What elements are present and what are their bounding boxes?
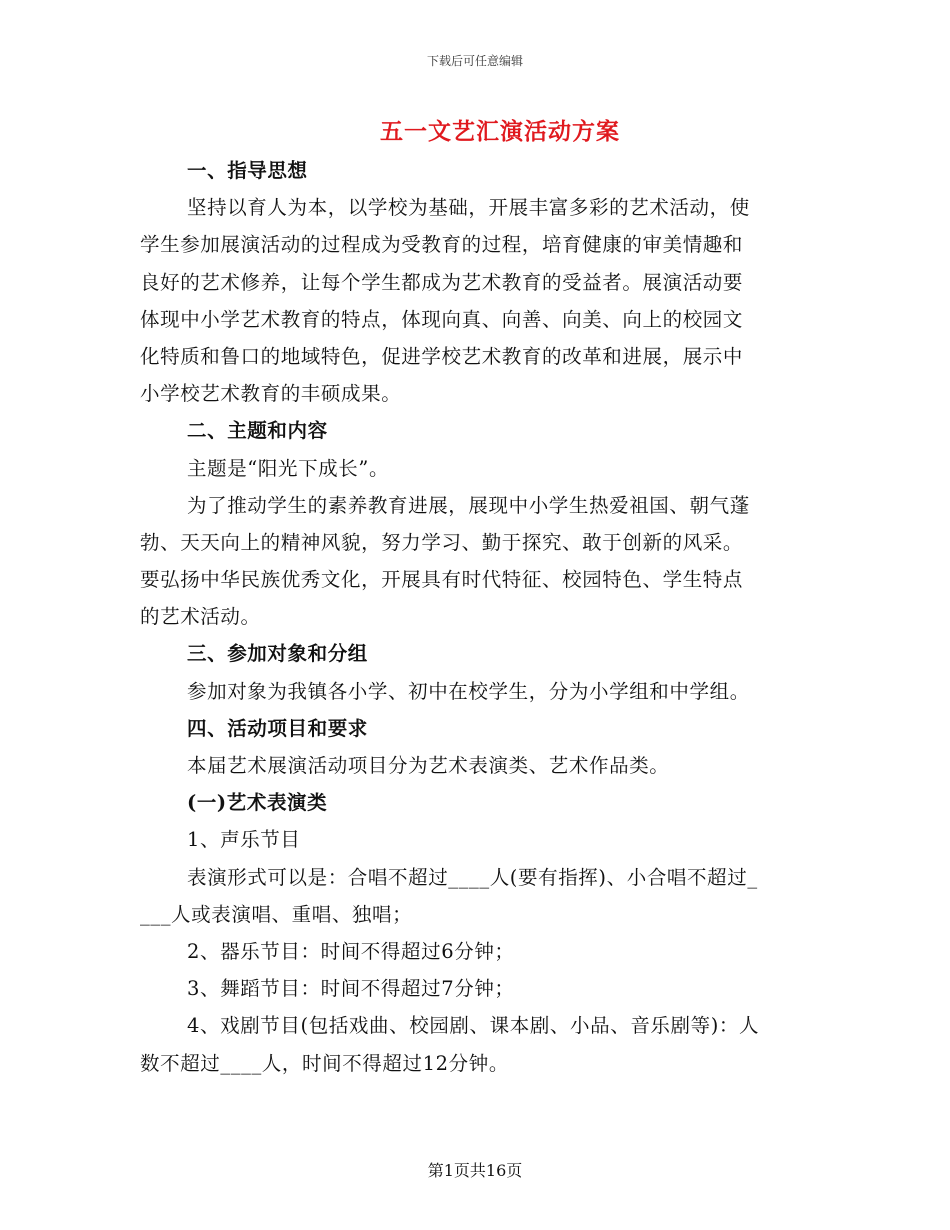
document-body	[140, 152, 810, 1082]
paragraph-line: 参加对象为我镇各小学、初中在校学生，分为小学组和中学组。	[187, 679, 750, 703]
paragraph-line: 表演形式可以是：合唱不超过____人(要有指挥)、小合唱不超过_	[187, 865, 758, 889]
paragraph-line: 良好的艺术修养，让每个学生都成为艺术教育的受益者。展演活动要	[140, 270, 744, 294]
page-footer-info: 第1页共16页	[427, 1161, 523, 1180]
paragraph-line: 体现中小学艺术教育的特点，体现向真、向善、向美、向上的校园文	[140, 307, 744, 331]
paragraph-line: 主题是“阳光下成长”。	[187, 456, 390, 480]
section-heading: 四、活动项目和要求	[187, 716, 368, 740]
section-heading: 三、参加对象和分组	[187, 642, 368, 666]
paragraph-line: 学生参加展演活动的过程成为受教育的过程，培育健康的审美情趣和	[140, 233, 744, 257]
section-heading: 二、主题和内容	[187, 419, 328, 443]
paragraph-line: ___人或表演唱、重唱、独唱；	[140, 902, 413, 926]
section-heading: (一)艺术表演类	[187, 791, 328, 815]
paragraph-line: 勃、天天向上的精神风貌，努力学习、勤于探究、敢于创新的风采。	[140, 530, 744, 554]
paragraph-line: 要弘扬中华民族优秀文化，开展具有时代特征、校园特色、学生特点	[140, 568, 744, 592]
paragraph-line: 3、舞蹈节目：时间不得超过7分钟；	[187, 977, 515, 1001]
paragraph-line: 坚持以育人为本，以学校为基础，开展丰富多彩的艺术活动，使	[187, 196, 750, 220]
section-heading: 一、指导思想	[187, 159, 308, 182]
paragraph-line: 本届艺术展演活动项目分为艺术表演类、艺术作品类。	[187, 754, 670, 777]
paragraph-line: 小学校艺术教育的丰硕成果。	[140, 382, 402, 406]
paragraph-line: 化特质和鲁口的地域特色，促进学校艺术教育的改革和进展，展示中	[140, 344, 744, 368]
paragraph-line: 1、声乐节目	[187, 828, 301, 852]
paragraph-line: 数不超过____人，时间不得超过12分钟。	[140, 1051, 509, 1075]
paragraph-line: 的艺术活动。	[140, 605, 261, 629]
paragraph-line: 2、器乐节目：时间不得超过6分钟；	[187, 939, 515, 963]
paragraph-line: 4、戏剧节目(包括戏曲、校园剧、课本剧、小品、音乐剧等)：人	[187, 1014, 760, 1038]
page-header-note: 下载后可任意编辑	[426, 54, 523, 68]
document-title: 五一文艺汇演活动方案	[380, 118, 620, 145]
paragraph-line: 为了推动学生的素养教育进展，展现中小学生热爱祖国、朝气蓬	[187, 493, 750, 517]
